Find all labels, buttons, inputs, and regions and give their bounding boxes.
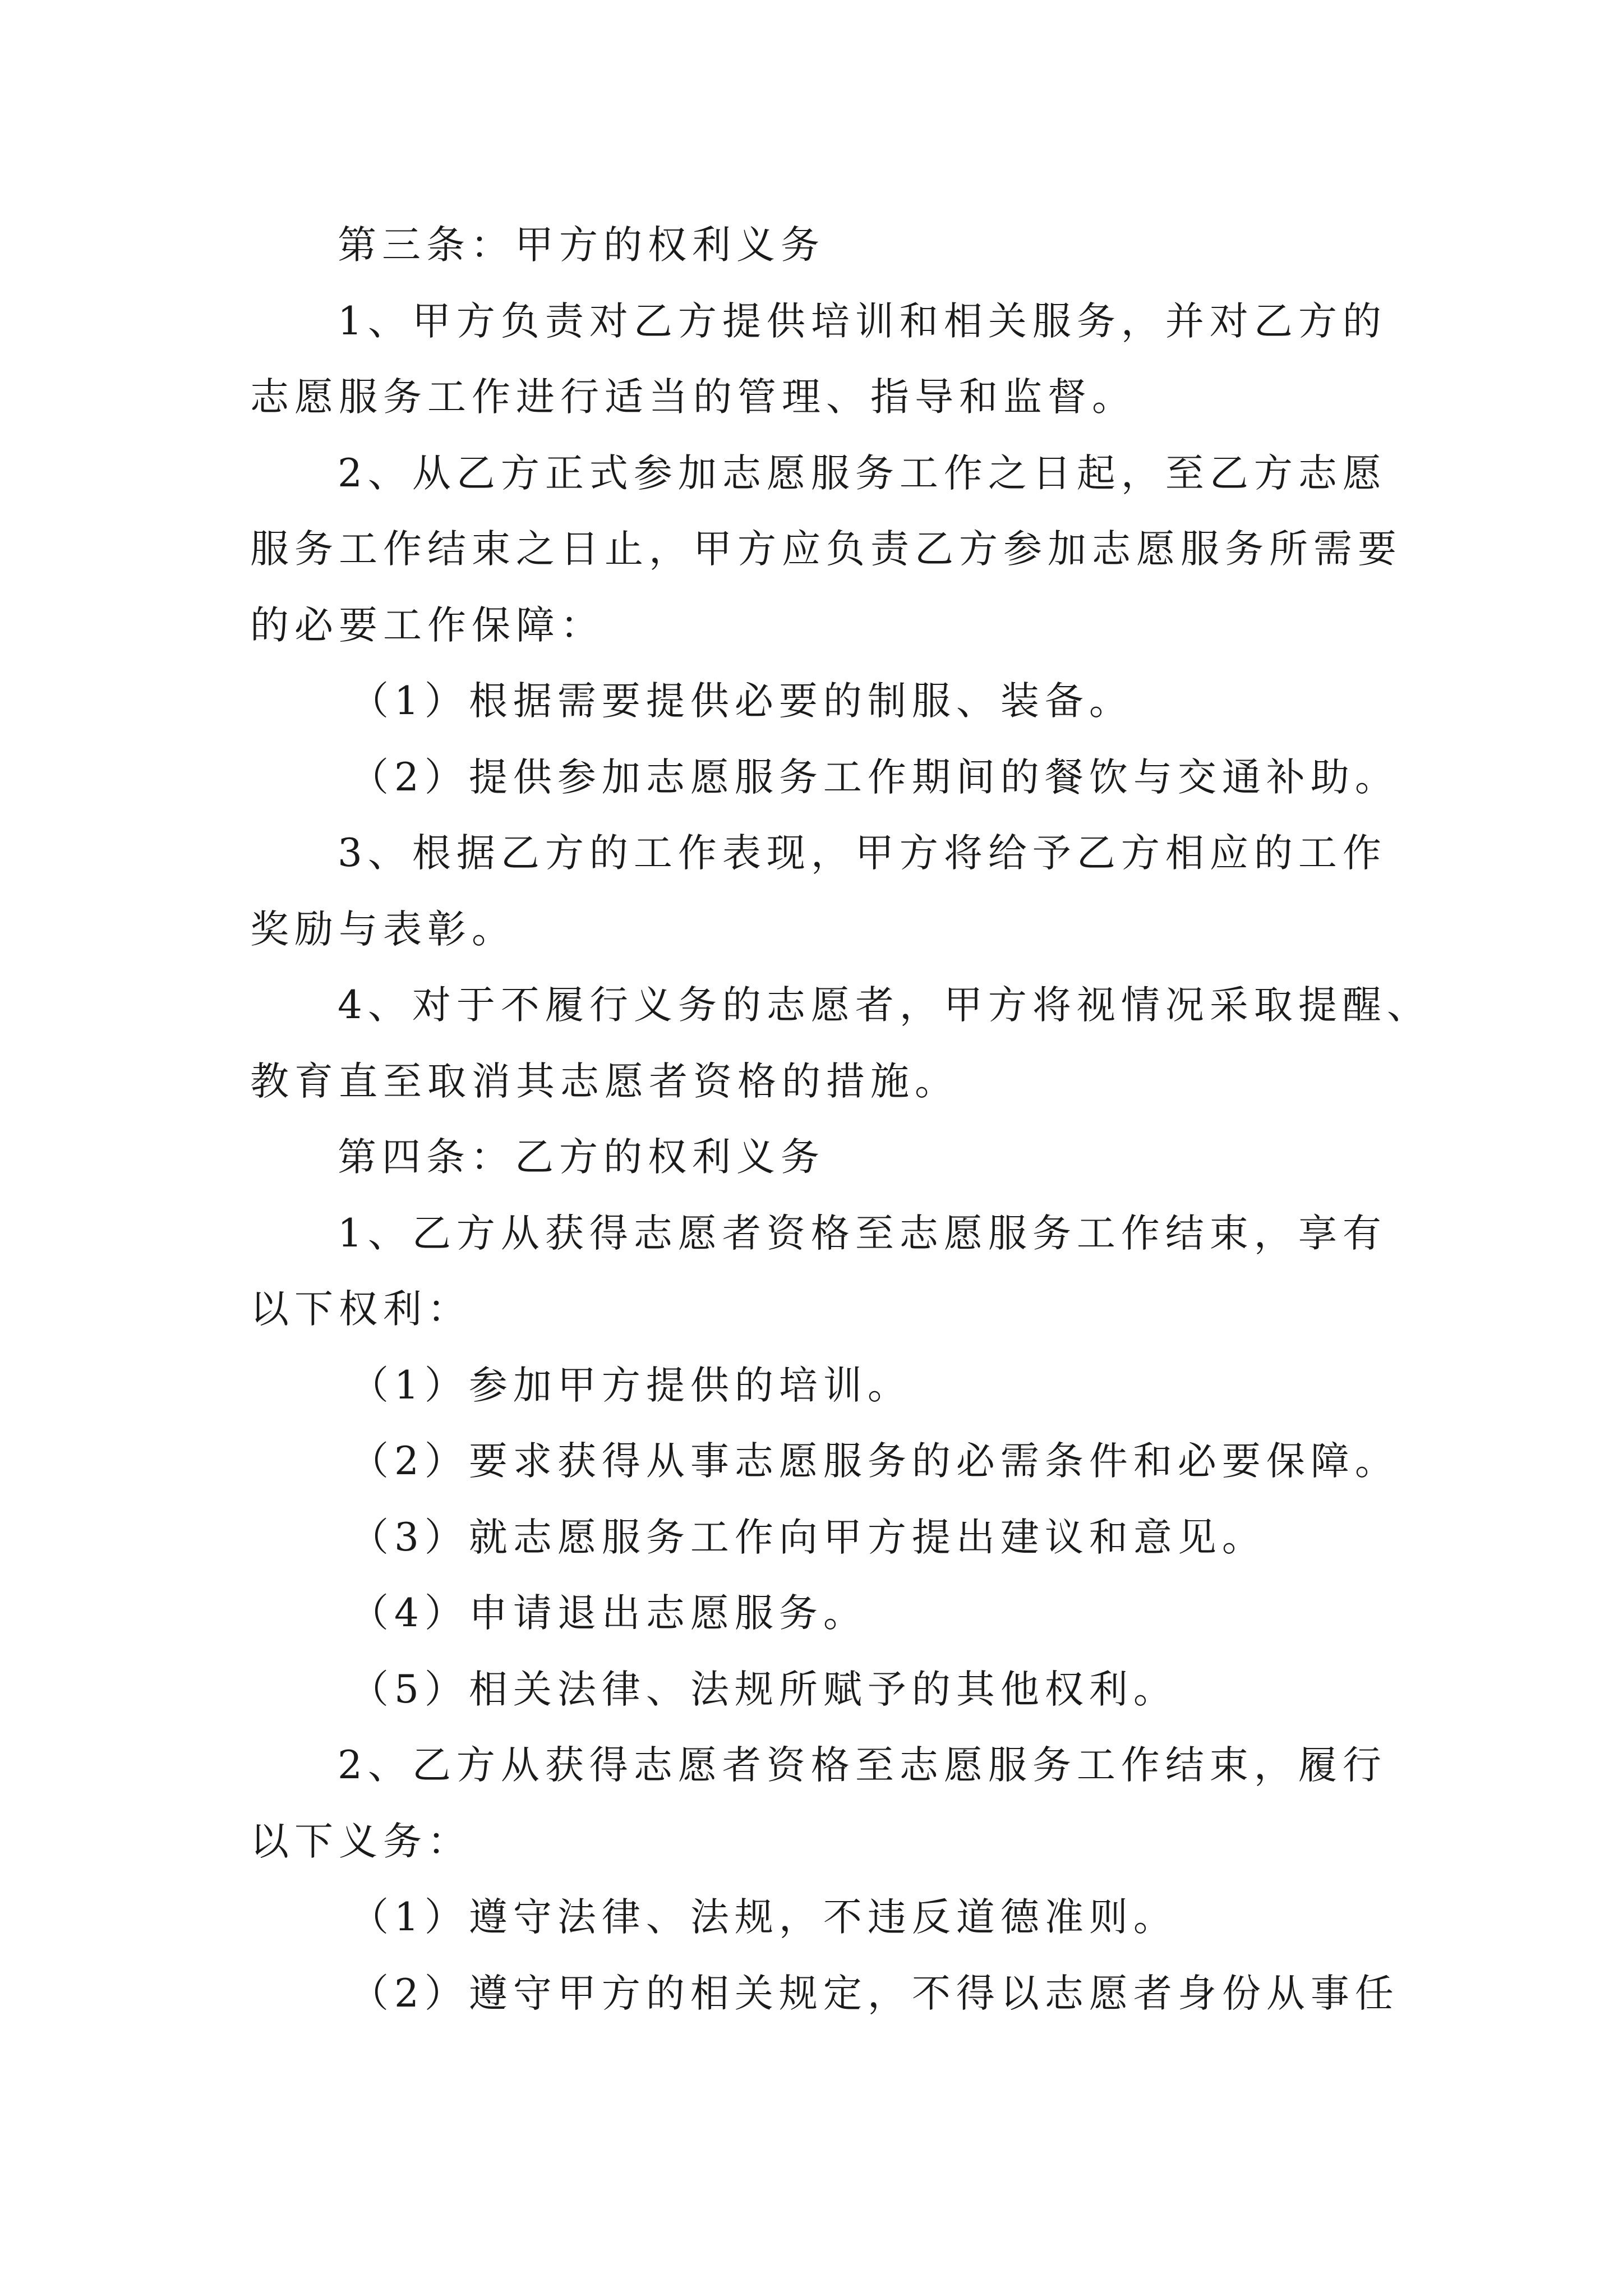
- list-item: （1）遵守法律、法规，不违反道德准则。: [350, 1895, 1178, 1940]
- paragraph-line: 以下权利：: [250, 1287, 472, 1332]
- list-item: （1）根据需要提供必要的制服、装备。: [350, 679, 1133, 724]
- paragraph-line: 奖励与表彰。: [250, 907, 516, 952]
- paragraph-line: 以下义务：: [250, 1819, 472, 1864]
- article-4-heading: 第四条：乙方的权利义务: [338, 1135, 825, 1180]
- paragraph-line: 服务工作结束之日止，甲方应负责乙方参加志愿服务所需要: [250, 527, 1402, 572]
- paragraph-line: 3、根据乙方的工作表现，甲方将给予乙方相应的工作: [338, 831, 1387, 876]
- paragraph-line: 志愿服务工作进行适当的管理、指导和监督。: [250, 375, 1136, 420]
- article-3-heading: 第三条：甲方的权利义务: [338, 223, 825, 268]
- list-item: （2）要求获得从事志愿服务的必需条件和必要保障。: [350, 1439, 1399, 1484]
- list-item: （5）相关法律、法规所赋予的其他权利。: [350, 1667, 1178, 1712]
- paragraph-line: 2、从乙方正式参加志愿服务工作之日起，至乙方志愿: [338, 451, 1387, 496]
- paragraph-line: 4、对于不履行义务的志愿者，甲方将视情况采取提醒、: [338, 983, 1431, 1028]
- paragraph-line: 1、甲方负责对乙方提供培训和相关服务，并对乙方的: [338, 299, 1387, 344]
- list-item: （3）就志愿服务工作向甲方提出建议和意见。: [350, 1515, 1266, 1560]
- paragraph-line: 2、乙方从获得志愿者资格至志愿服务工作结束，履行: [338, 1743, 1387, 1788]
- paragraph-line: 1、乙方从获得志愿者资格至志愿服务工作结束，享有: [338, 1211, 1387, 1256]
- list-item: （4）申请退出志愿服务。: [350, 1591, 868, 1636]
- list-item: （2）提供参加志愿服务工作期间的餐饮与交通补助。: [350, 755, 1399, 800]
- list-item: （2）遵守甲方的相关规定，不得以志愿者身份从事任: [350, 1971, 1399, 2016]
- list-item: （1）参加甲方提供的培训。: [350, 1363, 912, 1408]
- paragraph-line: 的必要工作保障：: [250, 603, 605, 648]
- paragraph-line: 教育直至取消其志愿者资格的措施。: [250, 1059, 959, 1104]
